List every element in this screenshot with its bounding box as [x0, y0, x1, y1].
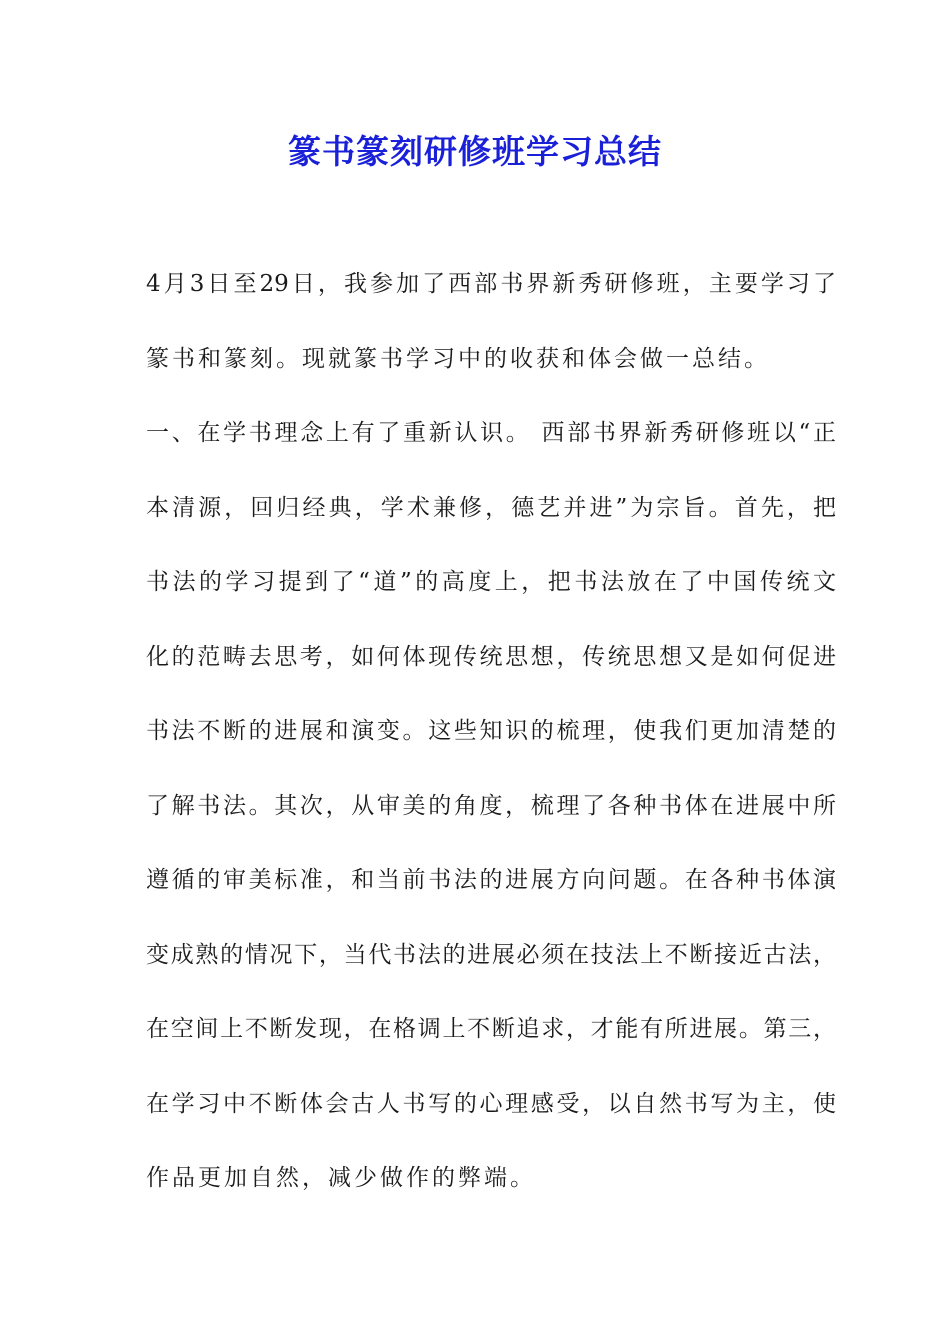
paragraph-line: 书法不断的进展和演变。这些知识的梳理，使我们更加清楚的 — [146, 718, 836, 744]
paragraph-line: 4月3日至29日，我参加了西部书界新秀研修班，主要学习了 — [146, 271, 836, 297]
paragraph-line: 在空间上不断发现，在格调上不断追求，才能有所进展。第三， — [146, 1016, 836, 1042]
paragraph-line: 化的范畴去思考，如何体现传统思想，传统思想又是如何促进 — [146, 644, 836, 670]
paragraph-line: 作品更加自然，减少做作的弊端。 — [146, 1165, 536, 1191]
paragraph-line: 一、在学书理念上有了重新认识。 西部书界新秀研修班以“正 — [146, 420, 836, 446]
paragraph-line: 篆书和篆刻。现就篆书学习中的收获和体会做一总结。 — [146, 346, 770, 372]
paragraph-line: 遵循的审美标准，和当前书法的进展方向问题。在各种书体演 — [146, 867, 836, 893]
document-title: 篆书篆刻研修班学习总结 — [288, 132, 662, 171]
paragraph-line: 在学习中不断体会古人书写的心理感受，以自然书写为主，使 — [146, 1091, 836, 1117]
paragraph-line: 书法的学习提到了“道”的高度上，把书法放在了中国传统文 — [146, 569, 836, 595]
paragraph-line: 变成熟的情况下，当代书法的进展必须在技法上不断接近古法， — [146, 942, 836, 968]
paragraph-line: 本清源，回归经典，学术兼修，德艺并进”为宗旨。首先，把 — [146, 495, 836, 521]
paragraph-line: 了解书法。其次，从审美的角度，梳理了各种书体在进展中所 — [146, 793, 836, 819]
